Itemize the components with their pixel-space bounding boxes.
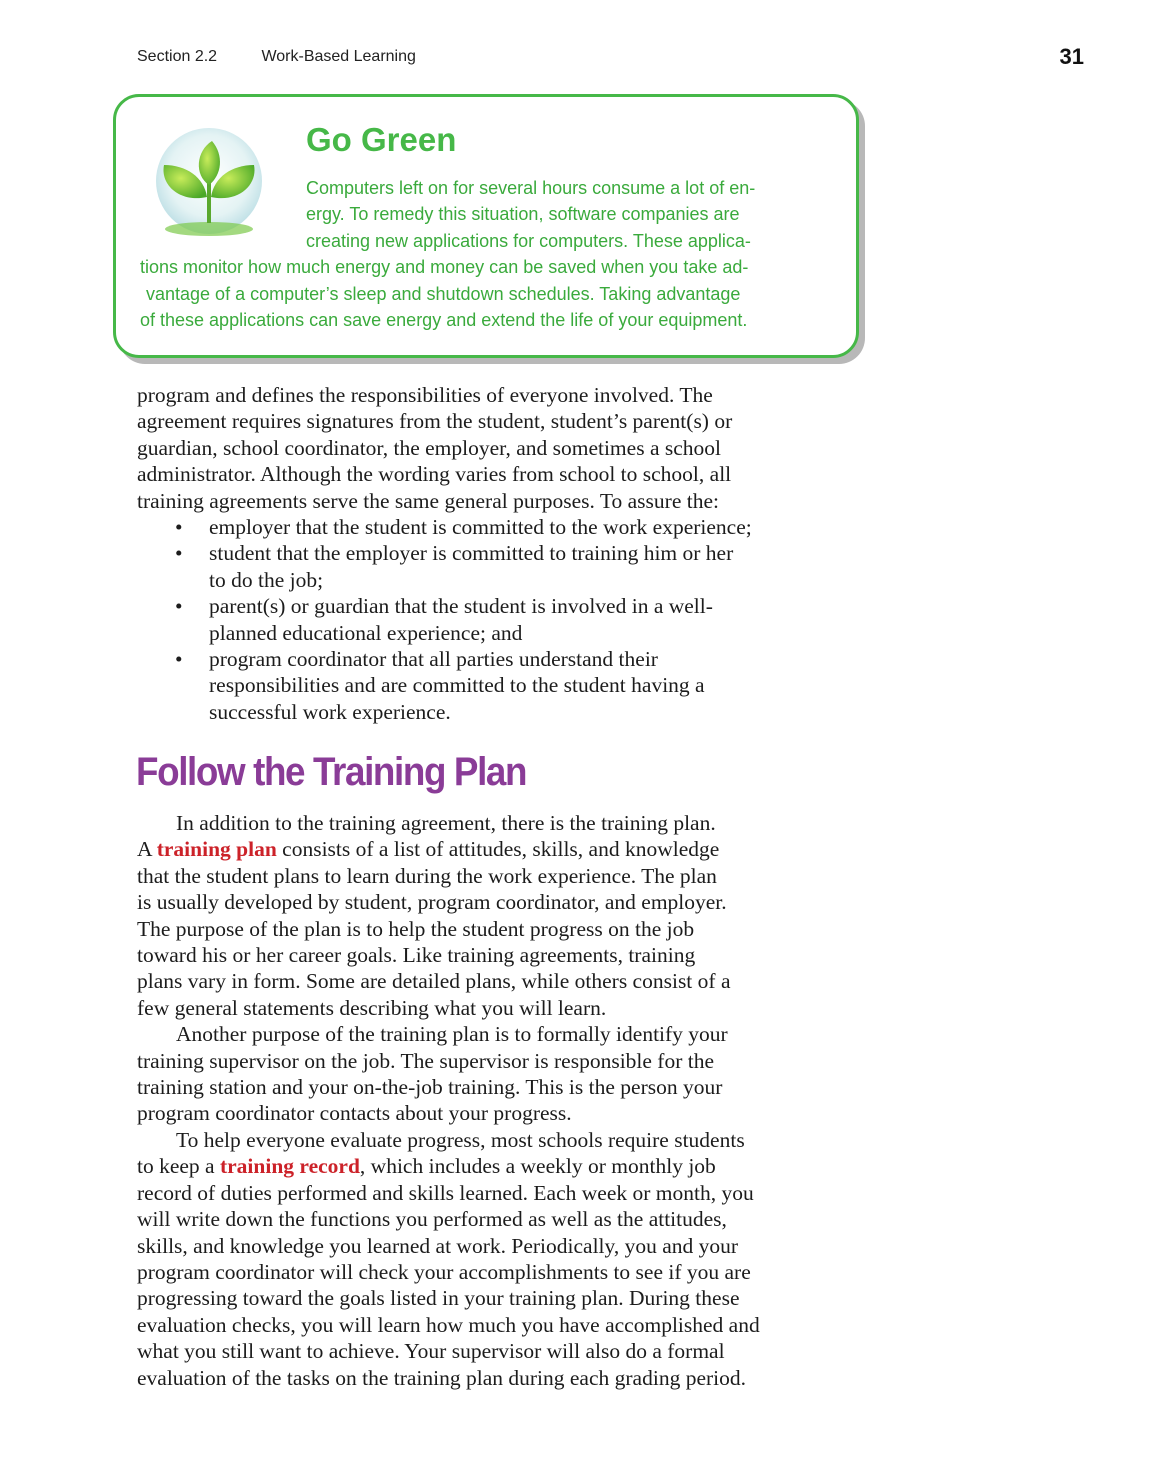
- text-line: evaluation checks, you will learn how much you have accomplished and: [137, 1312, 760, 1337]
- bullet-icon: •: [175, 647, 183, 672]
- text-fragment: , which includes a weekly or monthly job: [359, 1154, 716, 1179]
- text-line: training supervisor on the job. The supervisor is responsible for the: [137, 1048, 715, 1073]
- text-line: program coordinator contacts about your progress.: [137, 1101, 572, 1126]
- text-line: progressing toward the goals listed in your training plan. During these: [137, 1286, 740, 1311]
- text-line: training station and your on-the-job training. This is the person your: [137, 1075, 723, 1100]
- text-line: Another purpose of the training plan is to formally identify your: [176, 1022, 728, 1047]
- go-green-line: of these applications can save energy and extend the life of your equipment.: [140, 310, 748, 330]
- text-line: evaluation of the tasks on the training plan during each grading period.: [137, 1365, 746, 1390]
- list-item: [137, 646, 847, 725]
- text-line: toward his or her career goals. Like training agreements, training: [137, 943, 696, 968]
- page-number: 31: [1059, 44, 1084, 69]
- intro-paragraph: [137, 382, 847, 514]
- text-line: is usually developed by student, program coordinator, and employer.: [137, 890, 727, 915]
- text-line: employer that the student is committed to the work experience;: [209, 515, 752, 539]
- text-line: In addition to the training agreement, there is the training plan.: [176, 811, 716, 835]
- text-line: planned educational experience; and: [209, 620, 523, 645]
- assurance-list: [137, 514, 847, 725]
- text-line: training agreements serve the same general purposes. To assure the:: [137, 488, 719, 513]
- text-fragment: A: [137, 837, 157, 862]
- text-line: To help everyone evaluate progress, most schools require students: [176, 1127, 745, 1152]
- text-line: program coordinator that all parties understand their: [209, 647, 658, 672]
- text-line: administrator. Although the wording varies from school to school, all: [137, 462, 732, 487]
- list-item: [137, 514, 847, 540]
- text-line: what you still want to achieve. Your supervisor will also do a formal: [137, 1339, 725, 1364]
- text-line: [137, 1153, 847, 1179]
- text-line: skills, and knowledge you learned at work. Periodically, you and your: [137, 1233, 739, 1258]
- plant-sprout-icon: [150, 125, 268, 243]
- text-fragment: consists of a list of attitudes, skills, and knowledge: [276, 837, 720, 862]
- text-line: that the student plans to learn during the work experience. The plan: [137, 863, 717, 888]
- text-line: record of duties performed and skills learned. Each week or month, you: [137, 1180, 754, 1205]
- text-line: The purpose of the plan is to help the student progress on the job: [137, 916, 695, 941]
- text-line: to do the job;: [209, 567, 324, 592]
- go-green-title: Go Green: [306, 121, 457, 158]
- go-green-box: [113, 94, 859, 358]
- key-term-training-plan: training plan: [156, 837, 277, 862]
- section-number: Section 2.2: [137, 48, 218, 65]
- go-green-line: tions monitor how much energy and money can be saved when you take ad-: [140, 257, 749, 278]
- go-green-line: Computers left on for several hours consume a lot of en-: [306, 178, 756, 198]
- text-line: student that the employer is committed to training him or her: [209, 541, 734, 566]
- text-line: successful work experience.: [209, 699, 451, 724]
- text-line: [137, 836, 847, 862]
- text-line: will write down the functions you performed as well as the attitudes,: [137, 1207, 727, 1232]
- text-line: program and defines the responsibilities of everyone involved. The: [137, 383, 713, 407]
- bullet-icon: •: [175, 515, 183, 539]
- text-line: parent(s) or guardian that the student is involved in a well-: [209, 594, 713, 619]
- go-green-line: vantage of a computer’s sleep and shutdown schedules. Taking advantage: [146, 283, 741, 304]
- go-green-line: ergy. To remedy this situation, software companies are: [306, 204, 740, 225]
- text-fragment: to keep a: [137, 1154, 220, 1179]
- section-heading: Follow the Training Plan: [136, 750, 527, 794]
- go-green-line: creating new applications for computers. These applica-: [306, 230, 751, 251]
- list-item: [137, 540, 847, 593]
- text-line: guardian, school coordinator, the employer, and sometimes a school: [137, 435, 721, 460]
- list-item: [137, 593, 847, 646]
- section-body: [137, 810, 847, 1391]
- text-line: program coordinator will check your accomplishments to see if you are: [137, 1259, 751, 1284]
- running-head: [137, 48, 416, 66]
- bullet-icon: •: [175, 541, 183, 566]
- text-line: responsibilities and are committed to the student having a: [209, 673, 705, 698]
- key-term-training-record: training record: [219, 1154, 360, 1179]
- text-line: few general statements describing what you will learn.: [137, 995, 607, 1020]
- text-line: agreement requires signatures from the student, student’s parent(s) or: [137, 409, 733, 434]
- bullet-icon: •: [175, 594, 183, 619]
- text-line: plans vary in form. Some are detailed plans, while others consist of a: [137, 969, 731, 994]
- chapter-title: Work-Based Learning: [261, 48, 416, 65]
